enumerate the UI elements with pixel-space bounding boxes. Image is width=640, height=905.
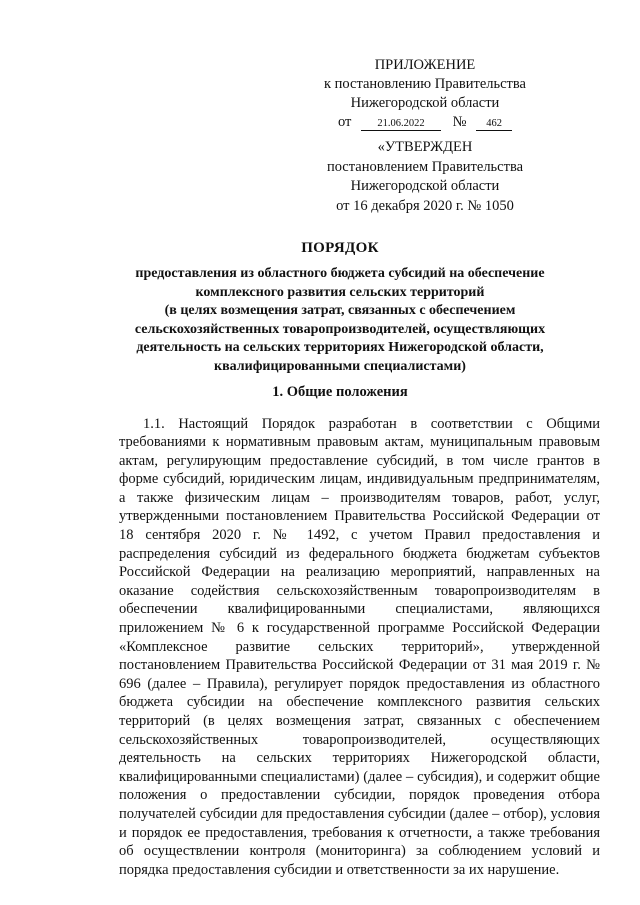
document-title xyxy=(80,240,600,376)
appendix-date-line xyxy=(300,113,550,132)
resolution-date: 21.06.2022 xyxy=(361,117,441,131)
approved-line-3: Нижегородской области xyxy=(350,178,500,194)
paragraph-1-1: 1.1. Настоящий Порядок разработан в соответствии с Общими требованиями к нормативным правовым актам, муниципальным правовым актам, регулирующим предоставление субсидий, в том числе грантов в форме субсидий, юридическим лицам, индивидуальным предпринимателям, а также физическим лицам – производителям товаров, работ, услуг, утвержденными постановлением Правительства Российской Федерации от 18 сентября 2020 г. № 1492, с учетом Правил предоставления и распределения субсидий из федерального бюджета бюджетам субъектов Российской Федерации на реализацию мероприятий, направленных на оказание содействия сельскохозяйственным товаропроизводителям в обеспечении квалифицированными специалистами, являющихся приложением № 6 к государственной программе Российской Федерации «Комплексное развитие сельских территорий», утвержденной постановлением Правительства Российской Федерации от 31 мая 2019 г. № 696 (далее – Правила), регулирует порядок предоставления из областного бюджета субсидии на обеспечение комплексного развития сельских территорий (в целях возмещения затрат, связанных с обеспечением сельскохозяйственных товаропроизводителей, осуществляющих деятельность на сельских территориях Нижегородской области, квалифицированными специалистами) (далее – субсидия), и содержит общие положения о предоставлении субсидии, порядок проведения отбора получателей субсидии для предоставления субсидии (далее – отбор), условия и порядок ее предоставления, требования к отчетности, а также требования об осуществлении контроля (мониторинга) за соблюдением условий и порядка предоставления субсидии и ответственности за их нарушение. xyxy=(119,415,600,878)
approved-line-1: «УТВЕРЖДЕН xyxy=(377,139,473,155)
title-line: сельскохозяйственных товаропроизводителей, осуществляющих xyxy=(134,321,546,337)
appendix-label: ПРИЛОЖЕНИЕ xyxy=(374,57,476,73)
approved-line-4: от 16 декабря 2020 г. № 1050 xyxy=(336,197,514,214)
title-line: предоставления из областного бюджета субсидий на обеспечение xyxy=(135,266,545,281)
title-line: комплексного развития сельских территорий xyxy=(195,284,485,300)
approved-block xyxy=(300,138,550,216)
appendix-line-2: к постановлению Правительства xyxy=(324,76,526,92)
title-heading: ПОРЯДОК xyxy=(301,240,379,256)
title-line: (в целях возмещения затрат, связанных с обеспечением xyxy=(164,303,516,318)
appendix-line-3: Нижегородской области xyxy=(350,95,500,111)
from-label: от xyxy=(337,114,352,130)
title-line: деятельность на сельских территориях Нижегородской области, xyxy=(136,340,544,355)
title-line: квалифицированными специалистами) xyxy=(214,358,466,374)
number-label: № xyxy=(452,114,467,130)
section-heading: 1. Общие положения xyxy=(272,384,408,400)
approved-line-2: постановлением Правительства xyxy=(326,158,524,175)
resolution-number: 462 xyxy=(476,117,512,131)
appendix-block xyxy=(300,56,550,132)
